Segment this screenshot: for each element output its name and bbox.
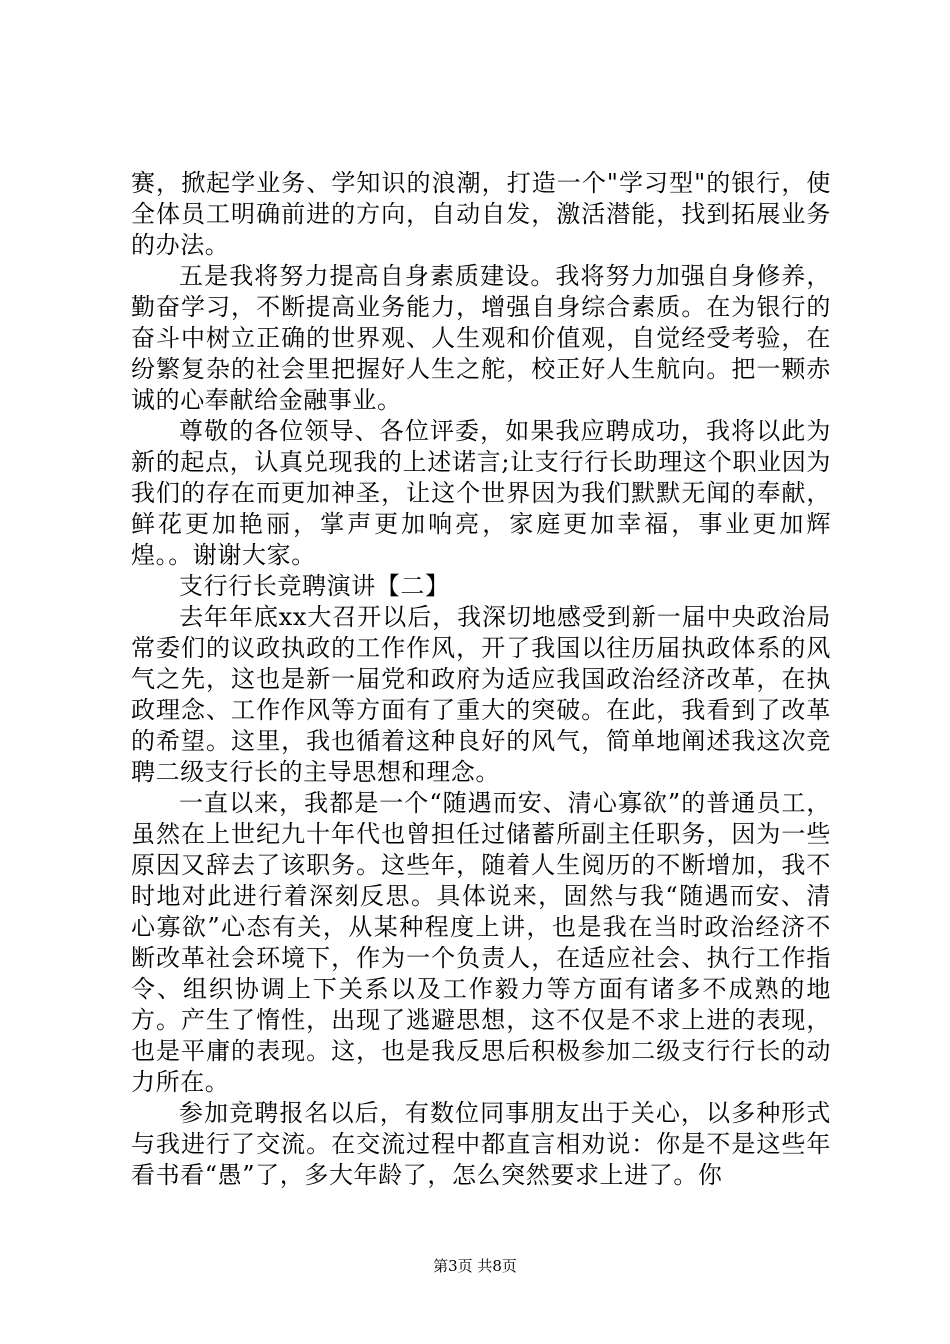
section-heading: 支行行长竞聘演讲【二】 — [179, 572, 450, 600]
paragraph-1: 赛，掀起学业务、学知识的浪潮，打造一个"学习型"的银行，使全体员工明确前进的方向，自动自发，激活潜能，找到拓展业务的办法。 — [131, 169, 831, 259]
paragraph-6: 参加竞聘报名以后，有数位同事朋友出于关心，以多种形式与我进行了交流。在交流过程中都直言相劝说：你是不是这些年看书看“愚”了，多大年龄了，怎么突然要求上进了。你 — [131, 1099, 831, 1189]
page-number: 第3页 共8页 — [433, 1257, 517, 1275]
paragraph-3: 尊敬的各位领导、各位评委，如果我应聘成功，我将以此为新的起点，认真兑现我的上述诺言;让支行行长助理这个职业因为我们的存在而更加神圣，让这个世界因为我们默默无闻的奉献，鲜花更加艳丽，掌声更加响亮，家庭更加幸福，事业更加辉煌。。谢谢大家。 — [131, 417, 831, 569]
paragraph-2: 五是我将努力提高自身素质建设。我将努力加强自身修养，勤奋学习，不断提高业务能力，增强自身综合素质。在为银行的奋斗中树立正确的世界观、人生观和价值观，自觉经受考验，在纷繁复杂的社会里把握好人生之舵，校正好人生航向。把一颗赤诚的心奉献给金融事业。 — [131, 262, 831, 414]
paragraph-5: 一直以来，我都是一个“随遇而安、清心寡欲”的普通员工，虽然在上世纪九十年代也曾担任过储蓄所副主任职务，因为一些原因又辞去了该职务。这些年，随着人生阅历的不断增加，我不时地对此进行着深刻反思。具体说来，固然与我“随遇而安、清心寡欲”心态有关，从某种程度上讲，也是我在当时政治经济不断改革社会环境下，作为一个负责人，在适应社会、执行工作指令、组织协调上下关系以及工作毅力等方面有诸多不成熟的地方。产生了惰性，出现了逃避思想，这不仅是不求上进的表现，也是平庸的表现。这，也是我反思后积极参加二级支行行长的动力所在。 — [131, 789, 831, 1096]
document-body — [131, 168, 831, 1191]
page-footer — [0, 1255, 950, 1276]
paragraph-4: 去年年底xx大召开以后，我深切地感受到新一届中央政治局常委们的议政执政的工作作风，开了我国以往历届执政体系的风气之先，这也是新一届党和政府为适应我国政治经济改革，在执政理念、工作作风等方面有了重大的突破。在此，我看到了改革的希望。这里，我也循着这种良好的风气，简单地阐述我这次竞聘二级支行长的主导思想和理念。 — [131, 603, 831, 786]
